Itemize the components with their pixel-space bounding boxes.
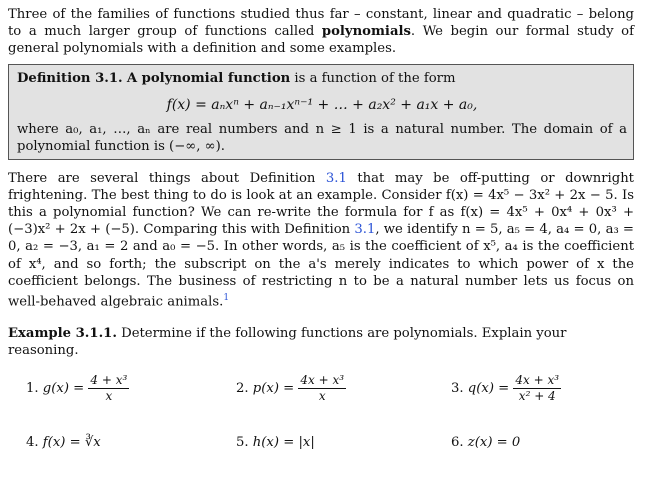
item-fraction: [298, 373, 346, 404]
intro-paragraph: [8, 6, 634, 58]
textbook-page: [8, 6, 634, 479]
definition-label: Definition 3.1.: [17, 70, 123, 86]
item-fraction: [513, 373, 561, 404]
body-text-2: that may be off-putting or downright frightening. The best thing to do is look at an example. Consider f(x) = 4x⁵ − 3x² + 2x − 5. Is this a polynomial function? We can re-write the formula for f as f(x) = 4x⁵ + 0x⁴ + 0x³ + (−3)x² + 2x + (−5). Comparing this with Definition: [8, 170, 634, 238]
example-item-6: [451, 435, 520, 450]
item-number: 5.: [236, 434, 249, 450]
example-text: Determine if the following functions are polynomials. Explain your reasoning.: [8, 325, 567, 358]
footnote-link[interactable]: 1: [223, 293, 230, 304]
definition-tail: where a₀, a₁, …, aₙ are real numbers and n ≥ 1 is a natural number. The domain of a polynomial function is (−∞, ∞).: [17, 121, 627, 154]
fraction-denominator: x: [318, 388, 326, 403]
definition-term: A polynomial function: [126, 70, 291, 86]
example-item-1: [26, 373, 129, 404]
item-expression: h(x) = |x|: [252, 434, 315, 450]
definition-box: [8, 64, 634, 160]
intro-text-2: . We begin our formal study of general polynomials with a definition and some examples.: [8, 24, 634, 57]
item-lhs: p(x) =: [252, 380, 295, 396]
polynomial-formula: f(x) = aₙxⁿ + aₙ₋₁xⁿ⁻¹ + … + a₂x² + a₁x + a₀,: [166, 96, 478, 113]
body-text-3: , we identify n = 5, a₅ = 4, a₄ = 0, a₃ = 0, a₂ = −3, a₁ = 2 and a₀ = −5. In other words, a₅ is the coefficient of x⁵, a₄ is the coefficient of x⁴, and so forth; the subscript on the a's merely indicates to which power of x the coefficient belongs. The business of restricting n to be a natural number lets us focus on well-behaved algebraic animals.: [8, 222, 634, 310]
example-item-3: [451, 373, 561, 404]
item-number: 1.: [26, 380, 39, 396]
example-item-2: [236, 373, 346, 404]
item-number: 6.: [451, 434, 464, 450]
item-expression: f(x) = ∛x: [42, 434, 101, 450]
intro-text-1: Three of the families of functions studied thus far – constant, linear and quadratic – belong to a much larger group of functions called: [8, 7, 634, 40]
fraction-numerator: 4x + x³: [515, 372, 560, 387]
item-number: 3.: [451, 380, 464, 396]
item-number: 4.: [26, 434, 39, 450]
item-lhs: q(x) =: [467, 380, 510, 396]
definition-link-2[interactable]: 3.1: [354, 222, 376, 238]
body-paragraph: [8, 170, 634, 311]
fraction-denominator: x² + 4: [518, 388, 556, 403]
example-item-5: [236, 435, 315, 450]
definition-heading: [17, 70, 627, 87]
definition-head-rest: is a function of the form: [290, 70, 456, 86]
item-expression: z(x) = 0: [467, 434, 521, 450]
item-fraction: [88, 373, 129, 404]
example-heading: [8, 325, 634, 359]
example-label: Example 3.1.1.: [8, 325, 117, 341]
item-number: 2.: [236, 380, 249, 396]
body-text-1: There are several things about Definition: [8, 170, 326, 186]
fraction-numerator: 4 + x³: [90, 372, 128, 387]
item-lhs: g(x) =: [42, 380, 85, 396]
definition-link-1[interactable]: 3.1: [325, 170, 347, 186]
example-items: [8, 359, 634, 479]
fraction-denominator: x: [105, 388, 113, 403]
term-polynomials: polynomials: [321, 24, 411, 40]
example-item-4: [26, 435, 101, 450]
fraction-numerator: 4x + x³: [300, 372, 345, 387]
